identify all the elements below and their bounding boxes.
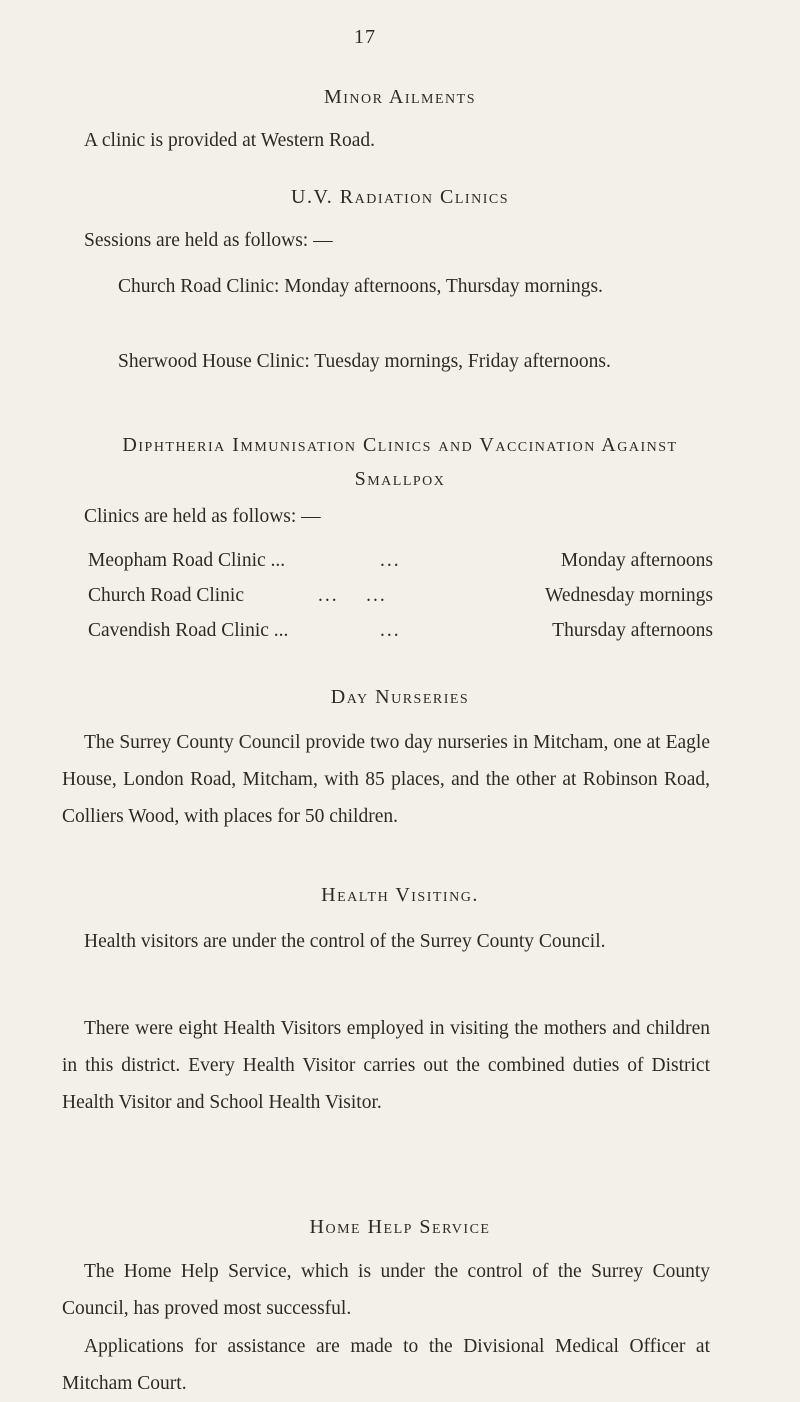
- clinic-name: Church Road Clinic: [88, 585, 244, 606]
- heading-minor-ailments: Minor Ailments: [323, 86, 476, 108]
- heading-day-nurseries: Day Nurseries: [330, 686, 470, 708]
- clinic-row-meopham: [88, 550, 713, 580]
- heading-diphtheria-line2: Smallpox: [354, 468, 446, 490]
- day-nurseries-text: The Surrey County Council provide two day nurseries in Mitcham, one at Eagle House, London Road, Mitcham, with 85 places, and the other at Robinson Road, Colliers Wood, with places for 50 children.: [62, 732, 710, 827]
- clinic-row-church-road: [88, 585, 713, 615]
- clinic-time: Monday afternoons: [560, 550, 713, 571]
- heading-health-visiting: Health Visiting.: [321, 884, 479, 906]
- clinic-row-cavendish: [88, 620, 713, 650]
- home-help-para1: The Home Help Service, which is under the control of the Surrey County Council, has proved most successful.: [62, 1261, 710, 1319]
- uv-item-church-road: Church Road Clinic: Monday afternoons, Thursday mornings.: [118, 276, 603, 297]
- minor-ailments-text: A clinic is provided at Western Road.: [84, 130, 376, 151]
- heading-home-help: Home Help Service: [309, 1216, 491, 1238]
- leader-dots: ...: [380, 550, 401, 571]
- heading-diphtheria-line1: Diphtheria Immunisation Clinics and Vaccination Against: [122, 434, 678, 456]
- clinic-name: Meopham Road Clinic ...: [88, 550, 286, 571]
- clinic-time: Thursday afternoons: [552, 620, 713, 641]
- leader-dots: ... ...: [318, 585, 387, 606]
- home-help-para2: Applications for assistance are made to the Divisional Medical Officer at Mitcham Court.: [62, 1336, 710, 1394]
- uv-item-sherwood-house: Sherwood House Clinic: Tuesday mornings, Friday afternoons.: [118, 351, 611, 372]
- page-number: 17: [354, 26, 376, 48]
- health-visiting-para2: There were eight Health Visitors employed in visiting the mothers and children in this district. Every Health Visitor carries out the combined duties of District Health Visitor and School Health Visitor.: [62, 1018, 710, 1113]
- leader-dots: ...: [380, 620, 401, 641]
- heading-uv-radiation: U.V. Radiation Clinics: [291, 186, 509, 208]
- clinic-time: Wednesday mornings: [545, 585, 713, 606]
- health-visiting-para1: Health visitors are under the control of the Surrey County Council.: [84, 931, 606, 952]
- clinic-name: Cavendish Road Clinic ...: [88, 620, 289, 641]
- diphtheria-intro: Clinics are held as follows: —: [84, 506, 321, 527]
- uv-intro: Sessions are held as follows: —: [84, 230, 333, 251]
